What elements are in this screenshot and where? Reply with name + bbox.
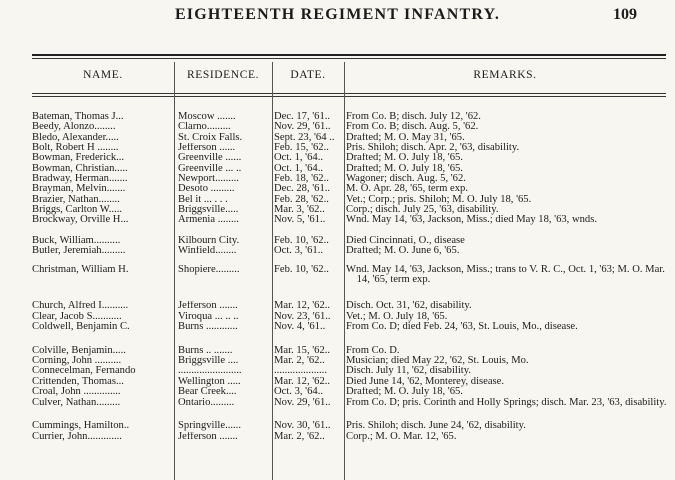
table-row (32, 174, 666, 184)
soldier-name: Cummings, Hamilton.. (32, 421, 130, 432)
enlistment-date: Feb. 28, '62.. (274, 194, 329, 205)
soldier-residence: Jefferson ....... (178, 431, 238, 442)
soldier-name: Christman, William H. (32, 265, 129, 276)
top-rule-thin (32, 58, 666, 59)
soldier-residence: Newport......... (178, 174, 239, 185)
soldier-residence: Jefferson ...... (178, 143, 236, 154)
soldier-name: Clear, Jacob S........... (32, 311, 122, 322)
soldier-remarks: Wnd. May 14, '63, Jackson, Miss.; trans to V. R. C., Oct. 1, '63; M. O. Mar. 14, '65, term exp. (346, 265, 665, 286)
soldier-name: Briggs, Carlton W..... (32, 205, 123, 216)
soldier-residence: Winfield........ (178, 246, 237, 257)
table-row (32, 112, 666, 122)
soldier-remarks: From Co. B; disch. Aug. 5, '62. (346, 122, 479, 133)
soldier-remarks: Drafted; M. O. July 18, '65. (346, 163, 463, 174)
soldier-residence: Wellington ..... (178, 376, 241, 387)
table-row (32, 312, 666, 322)
table-row (32, 164, 666, 174)
soldier-residence: Desoto ......... (178, 184, 235, 195)
soldier-remarks: Pris. Shiloh; disch. June 24, '62, disability. (346, 421, 526, 432)
table-row (32, 215, 666, 236)
soldier-remarks: Died June 14, '62, Monterey, disease. (346, 376, 505, 387)
soldier-remarks: Pris. Shiloh; disch. Apr. 2, '63, disability. (346, 143, 520, 154)
soldier-remarks: From Co. D. (346, 345, 400, 356)
header-date: DATE. (290, 69, 326, 81)
soldier-residence: Ontario......... (178, 397, 235, 408)
column-headers (32, 63, 666, 93)
soldier-residence: Burns ............ (178, 322, 238, 332)
header-rule-2 (32, 96, 666, 97)
soldier-name: Currier, John............. (32, 431, 122, 442)
soldier-name: Butler, Jeremiah......... (32, 246, 126, 257)
header-residence: RESIDENCE. (186, 69, 260, 81)
soldier-residence: Bear Creek.... (178, 387, 237, 398)
soldier-residence: ........................ (178, 366, 242, 377)
enlistment-date: Nov. 4, '61.. (274, 322, 326, 332)
header-rule (32, 93, 666, 94)
table-row (32, 356, 666, 366)
soldier-name: Crittenden, Thomas... (32, 376, 124, 387)
table-row (32, 133, 666, 143)
soldier-name: Bledo, Alexander..... (32, 132, 119, 143)
soldier-residence: Jefferson ....... (178, 301, 238, 312)
soldier-remarks: Disch. Oct. 31, '62, disability. (346, 301, 472, 312)
soldier-remarks: Drafted; M. O. July 18, '65. (346, 153, 463, 164)
page-number: 109 (613, 6, 637, 23)
page-header (0, 6, 675, 32)
soldier-name: Bowman, Frederick... (32, 153, 125, 164)
soldier-residence: Kilbourn City. (178, 236, 240, 247)
enlistment-date: Mar. 12, '62.. (274, 376, 331, 387)
enlistment-date: Dec. 17, '61.. (274, 112, 331, 122)
soldier-residence: St. Croix Falls. (178, 132, 243, 143)
table-row (32, 236, 666, 246)
table-row (32, 246, 666, 265)
soldier-residence: Moscow ....... (178, 112, 236, 122)
enlistment-date: Oct. 3, '61.. (274, 246, 323, 257)
table-row (32, 205, 666, 215)
table-row (32, 366, 666, 376)
enlistment-date: Nov. 23, '61.. (274, 311, 331, 322)
soldier-residence: Bel it ... . . . (178, 194, 228, 205)
soldier-residence: Clarno......... (178, 122, 231, 133)
page-title: EIGHTEENTH REGIMENT INFANTRY. (174, 6, 501, 23)
soldier-residence: Armenia ........ (178, 215, 239, 226)
soldier-remarks: Died Cincinnati, O., disease (346, 236, 465, 247)
soldier-name: Beedy, Alonzo........ (32, 122, 116, 133)
enlistment-date: Nov. 5, '61.. (274, 215, 326, 226)
enlistment-date: Mar. 3, '62.. (274, 205, 325, 216)
enlistment-date: Mar. 2, '62.. (274, 356, 325, 367)
table-row (32, 122, 666, 132)
soldier-name: Buck, William.......... (32, 236, 121, 247)
soldier-residence: Shopiere......... (178, 265, 240, 276)
table-row (32, 265, 666, 301)
enlistment-date: Oct. 1, '64.. (274, 163, 323, 174)
enlistment-date: Mar. 15, '62.. (274, 345, 331, 356)
enlistment-date: Mar. 12, '62.. (274, 301, 331, 312)
table-row (32, 143, 666, 153)
soldier-remarks: From Co. B; disch. July 12, '62. (346, 112, 481, 122)
table-row (32, 346, 666, 356)
enlistment-date: Feb. 15, '62.. (274, 143, 329, 154)
table-row (32, 387, 666, 397)
soldier-name: Brockway, Orville H... (32, 215, 129, 226)
top-rule (32, 54, 666, 56)
soldier-remarks: Corp.; M. O. Mar. 12, '65. (346, 431, 457, 442)
soldier-name: Croal, John .............. (32, 387, 121, 398)
table-row (32, 377, 666, 387)
header-name: NAME. (83, 69, 123, 81)
soldier-remarks: Drafted; M. O. July 18, '65. (346, 387, 463, 398)
soldier-name: Bateman, Thomas J... (32, 112, 124, 122)
soldier-name: Bradway, Herman....... (32, 174, 128, 185)
soldier-remarks: Wnd. May 14, '63, Jackson, Miss.; died May 18, '63, wnds. (346, 215, 597, 226)
soldier-name: Connecelman, Fernando (32, 366, 136, 377)
soldier-name: Bowman, Christian..... (32, 163, 128, 174)
enlistment-date: Nov. 30, '61.. (274, 421, 331, 432)
enlistment-date: Nov. 29, '61.. (274, 397, 331, 408)
table-row (32, 153, 666, 163)
soldier-remarks: Musician; died May 22, '62, St. Louis, Mo. (346, 356, 529, 367)
soldier-remarks: Drafted; M. O. May 31, '65. (346, 132, 465, 143)
soldier-name: Brazier, Nathan........ (32, 194, 120, 205)
soldier-name: Church, Alfred I.......... (32, 301, 129, 312)
soldier-remarks: Vet.; Corp.; pris. Shiloh; M. O. July 18, '65. (346, 194, 532, 205)
table-row (32, 301, 666, 311)
soldier-name: Corning, John .......... (32, 356, 122, 367)
soldier-name: Colville, Benjamin..... (32, 345, 126, 356)
table-row (32, 184, 666, 194)
soldier-name: Bolt, Robert H ........ (32, 143, 119, 154)
enlistment-date: Sept. 23, '64 .. (274, 132, 335, 143)
soldier-remarks: Vet.; M. O. July 18, '65. (346, 311, 448, 322)
soldier-residence: Springville...... (178, 421, 241, 432)
soldier-name: Brayman, Melvin....... (32, 184, 126, 195)
table-row (32, 322, 666, 346)
enlistment-date: .................... (274, 366, 327, 377)
soldier-remarks: From Co. D; pris. Corinth and Holly Springs; disch. Mar. 23, '63, disability. (346, 397, 667, 408)
soldier-residence: Greenville ...... (178, 153, 242, 164)
enlistment-date: Feb. 10, '62.. (274, 236, 329, 247)
enlistment-date: Feb. 10, '62.. (274, 265, 329, 276)
soldier-residence: Viroqua ... .. .. (178, 311, 239, 322)
soldier-remarks: Corp.; disch. July 25, '63, disability. (346, 205, 499, 216)
soldier-residence: Briggsville..... (178, 205, 239, 216)
soldier-residence: Greenville ... .. (178, 163, 242, 174)
enlistment-date: Oct. 3, '64.. (274, 387, 323, 398)
enlistment-date: Mar. 2, '62.. (274, 431, 325, 442)
enlistment-date: Oct. 1, '64.. (274, 153, 323, 164)
table-row (32, 432, 666, 442)
enlistment-date: Nov. 29, '61.. (274, 122, 331, 133)
soldier-remarks: Wagoner; disch. Aug. 5, '62. (346, 174, 466, 185)
table-row (32, 421, 666, 431)
soldier-remarks: M. O. Apr. 28, '65, term exp. (346, 184, 468, 195)
roster-table (32, 112, 666, 442)
header-remarks: REMARKS. (473, 69, 537, 81)
soldier-remarks: Drafted; M. O. June 6, '65. (346, 246, 460, 257)
soldier-residence: Burns .. ....... (178, 345, 233, 356)
enlistment-date: Dec. 28, '61.. (274, 184, 331, 195)
soldier-name: Culver, Nathan......... (32, 397, 121, 408)
table-row (32, 195, 666, 205)
soldier-residence: Briggsville .... (178, 356, 239, 367)
table-row (32, 398, 666, 422)
soldier-remarks: Disch. July 11, '62, disability. (346, 366, 472, 377)
soldier-remarks: From Co. D; died Feb. 24, '63, St. Louis, Mo., disease. (346, 322, 578, 332)
soldier-name: Coldwell, Benjamin C. (32, 322, 130, 332)
enlistment-date: Feb. 18, '62.. (274, 174, 329, 185)
